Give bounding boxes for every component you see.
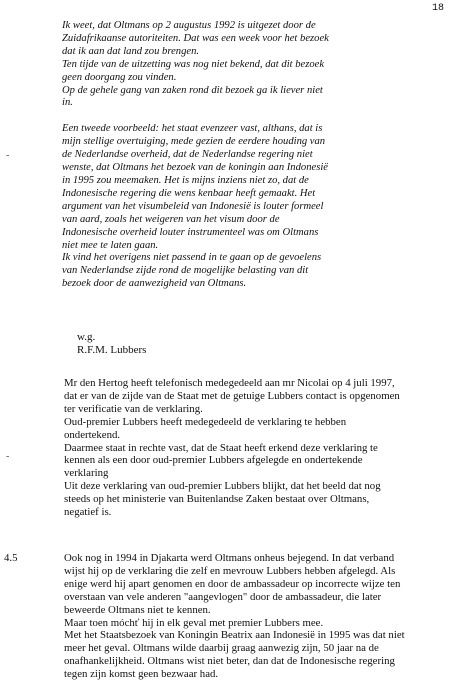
section-line: wijst hij op de verklaring die zelf en mevrouw Lubbers hebben afgelegd. Als [64,564,396,577]
quote-line: Indonesische overheid louter instrumenteel was om Oltmans [62,226,319,238]
section-paragraph [64,552,436,681]
section-line: Maar toen móchť hij in elk geval met premier Lubbers mee. [64,616,324,629]
quote-line: Ik weet, dat Oltmans op 2 augustus 1992 is uitgezet door de [62,20,316,31]
section-number: 4.5 [4,552,18,564]
body-line: kennen als een door oud-premier Lubbers afgelegde en ondertekende [64,454,363,467]
body-line: Uit deze verklaring van oud-premier Lubbers blijkt, dat het beeld dat nog [64,480,381,493]
quote-line: de Nederlandse overheid, dat de Nederlandse regering niet [62,149,313,161]
section-line: enige werd hij apart genomen en door de ambassadeur op incorrecte wijze ten [64,577,401,590]
body-line: verklaring [64,467,109,480]
page-number: 18 [431,3,444,14]
quote-line: mijn stellige overtuiging, mede gezien de eerdere houding van [62,136,326,148]
quote-line: Ik vind het overigens niet passend in te gaan op de gevoelens [62,252,322,264]
body-line: ondertekend. [64,428,121,441]
quote-line: niet mee te laten gaan. [62,239,159,251]
quote-line: argument van het visumbeleid van Indonesië is louter formeel [62,200,324,212]
quote-line: in 1995 zou meemaken. Het is mijns inziens niet zo, dat de [62,174,309,186]
quote-line: Een tweede voorbeeld: het staat evenzeer vast, althans, dat is [62,123,323,135]
section-line: tegen zijn komst geen bezwaar had. [64,668,219,681]
section-line: beweerde Oltmans niet te kennen. [64,603,211,616]
body-line: steeds op het ministerie van Buitenlandse Zaken bestaat over Oltmans, [64,493,370,506]
body-paragraph [64,377,436,519]
section-line: meer het geval. Oltmans wilde daarbij graag aanwezig zijn, 50 jaar na de [64,642,379,655]
quote-line: van Nederlandse zijde rond de mogelijke belasting van dit [62,265,309,277]
signature-block [77,331,146,357]
margin-mark: - [6,150,10,161]
quote-line: bezoek door de aanwezigheid van Oltmans. [62,278,247,290]
section-line: overstaan van vele anderen "aangevlogen" door de ambassadeur, die later [64,590,382,603]
signature-wg: w.g. [77,331,96,343]
quoted-statement [62,20,414,291]
quote-line: Zuidafrikaanse autoriteiten. Dat was een week voor het bezoek [62,32,329,44]
quote-line: Ten tijde van de uitzetting was nog niet bekend, dat dit bezoek [62,58,325,70]
section-line: Met het Staatsbezoek van Koningin Beatrix aan Indonesië in 1995 was dat niet [64,629,405,642]
body-line: Daarmee staat in rechte vast, dat de Staat heeft erkend deze verklaring te [64,441,378,454]
quote-line: Indonesische regering die wens kenbaar heeft gemaakt. Het [62,187,316,199]
body-line: Mr den Hertog heeft telefonisch medegedeeld aan mr Nicolai op 4 juli 1997, [64,377,395,389]
quote-line: geen doorgang zou vinden. [62,71,177,83]
quote-line: van aard, zoals het weigeren van het visum door de [62,213,280,225]
body-line: Oud-premier Lubbers heeft medegedeeld de verklaring te hebben [64,415,347,428]
body-line: ter verificatie van de verklaring. [64,402,203,415]
body-line: negatief is. [64,506,112,519]
quote-line: wenste, dat Oltmans het bezoek van de koningin aan Indonesië [62,162,328,174]
section-line: onafhankelijkheid. Oltmans wist niet beter, dan dat de Indonesische regering [64,655,395,668]
quote-line: Op de gehele gang van zaken rond dit bezoek ga ik liever niet [62,84,323,96]
quote-line: dat ik aan dat land zou brengen. [62,45,200,57]
signature-name: R.F.M. Lubbers [77,344,147,356]
quote-line: in. [62,97,73,109]
section-line: Ook nog in 1994 in Djakarta werd Oltmans onheus bejegend. In dat verband [64,552,395,564]
margin-mark: - [6,451,10,462]
body-line: dat er van de zijde van de Staat met de getuige Lubbers contact is opgenomen [64,389,400,402]
